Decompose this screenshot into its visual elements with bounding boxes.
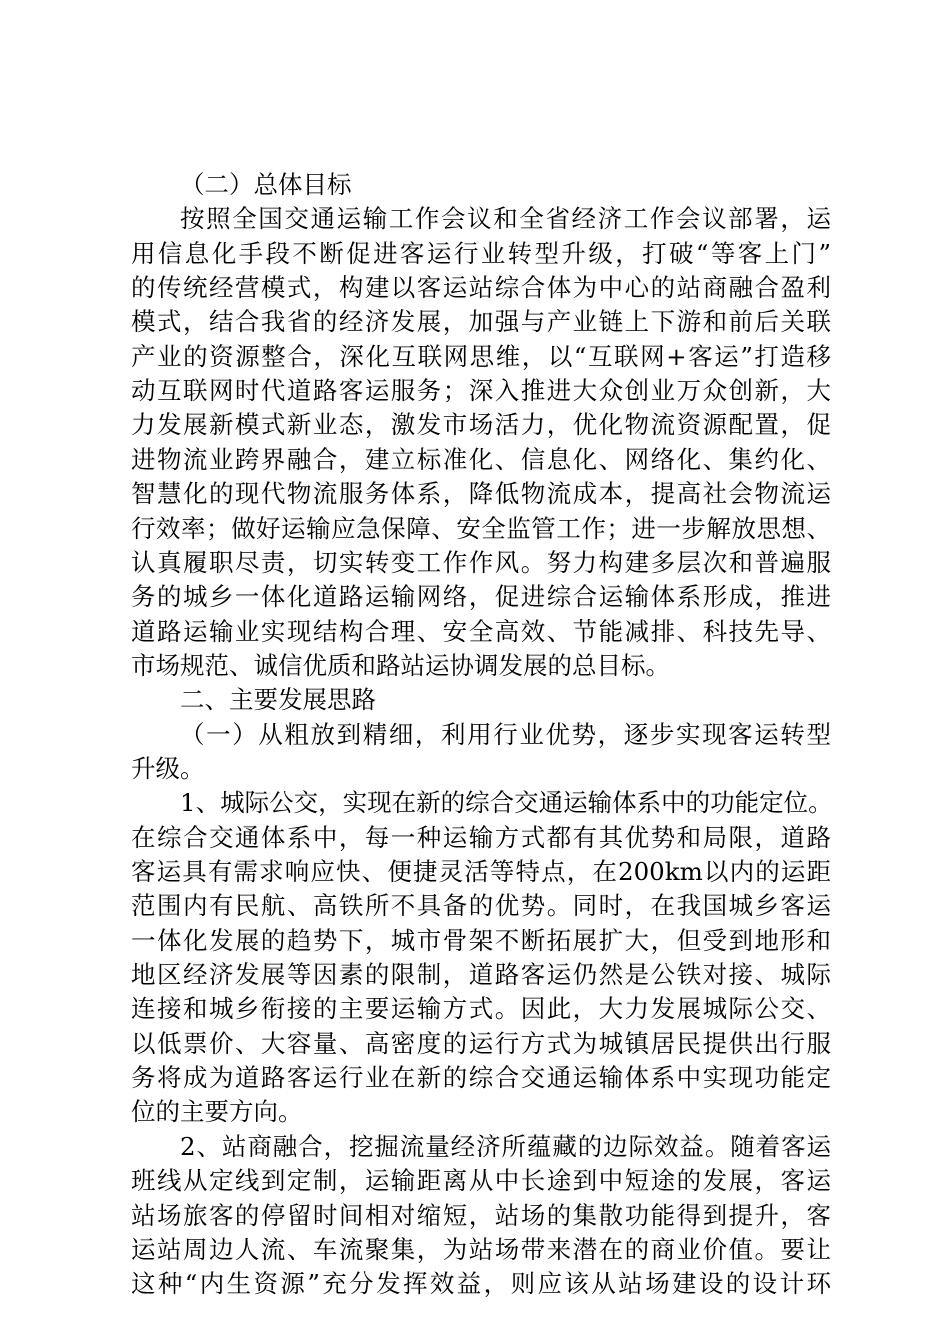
text-line: 务的城乡一体化道路运输网络，促进综合运输体系形成，推进 [131,582,831,612]
text-line: 位的主要方向。 [131,1097,303,1127]
text-line: （一）从粗放到精细，利用行业优势，逐步实现客运转型 [180,719,831,749]
text-line: 范围内有民航、高铁所不具备的优势。同时，在我国城乡客运 [131,891,831,921]
text-line: 1、城际公交，实现在新的综合交通运输体系中的功能定位。 [180,788,833,818]
text-line: 认真履职尽责，切实转变工作作风。努力构建多层次和普遍服 [131,547,831,577]
text-line: 运站周边人流、车流聚集，为站场带来潜在的商业价值。要让 [131,1234,831,1264]
text-line: 务将成为道路客运行业在新的综合交通运输体系中实现功能定 [131,1063,831,1093]
text-line: 行效率；做好运输应急保障、安全监管工作；进一步解放思想、 [131,513,831,543]
text-line: 进物流业跨界融合，建立标准化、信息化、网络化、集约化、 [131,444,831,474]
text-line: 道路运输业实现结构合理、安全高效、节能减排、科技先导、 [131,616,831,646]
text-line: 2、站商融合，挖掘流量经济所蕴藏的边际效益。随着客运 [180,1131,831,1161]
text-line: 这种“内生资源”充分发挥效益，则应该从站场建设的设计环 [131,1269,831,1299]
text-line: 一体化发展的趋势下，城市骨架不断拓展扩大，但受到地形和 [131,925,831,955]
text-line: （二）总体目标 [180,170,352,199]
text-line: 的传统经营模式，构建以客运站综合体为中心的站商融合盈利 [131,273,831,303]
text-line: 用信息化手段不断促进客运行业转型升级，打破“等客上门” [131,238,831,268]
text-line: 以低票价、大容量、高密度的运行方式为城镇居民提供出行服 [131,1028,831,1058]
text-line: 智慧化的现代物流服务体系，降低物流成本，提高社会物流运 [131,479,831,509]
text-line: 产业的资源整合，深化互联网思维，以“互联网+客运”打造移 [131,341,831,371]
text-line: 站场旅客的停留时间相对缩短，站场的集散功能得到提升，客 [131,1200,831,1230]
text-line: 模式，结合我省的经济发展，加强与产业链上下游和前后关联 [131,307,831,337]
text-line: 升级。 [131,753,205,783]
text-line: 动互联网时代道路客运服务；深入推进大众创业万众创新，大 [131,376,831,406]
text-line: 地区经济发展等因素的限制，道路客运仍然是公铁对接、城际 [131,960,831,990]
text-line: 力发展新模式新业态，激发市场活力，优化物流资源配置，促 [131,410,831,440]
text-line: 市场规范、诚信优质和路站运协调发展的总目标。 [131,650,670,680]
text-line: 二、主要发展思路 [180,685,376,715]
text-line: 按照全国交通运输工作会议和全省经济工作会议部署，运 [180,204,831,234]
text-line: 在综合交通体系中，每一种运输方式都有其优势和局限，道路 [131,822,831,852]
text-line: 连接和城乡衔接的主要运输方式。因此，大力发展城际公交、 [131,994,831,1024]
text-line: 客运具有需求响应快、便捷灵活等特点，在200km以内的运距 [131,857,831,886]
text-line: 班线从定线到定制，运输距离从中长途到中短途的发展，客运 [131,1166,831,1196]
